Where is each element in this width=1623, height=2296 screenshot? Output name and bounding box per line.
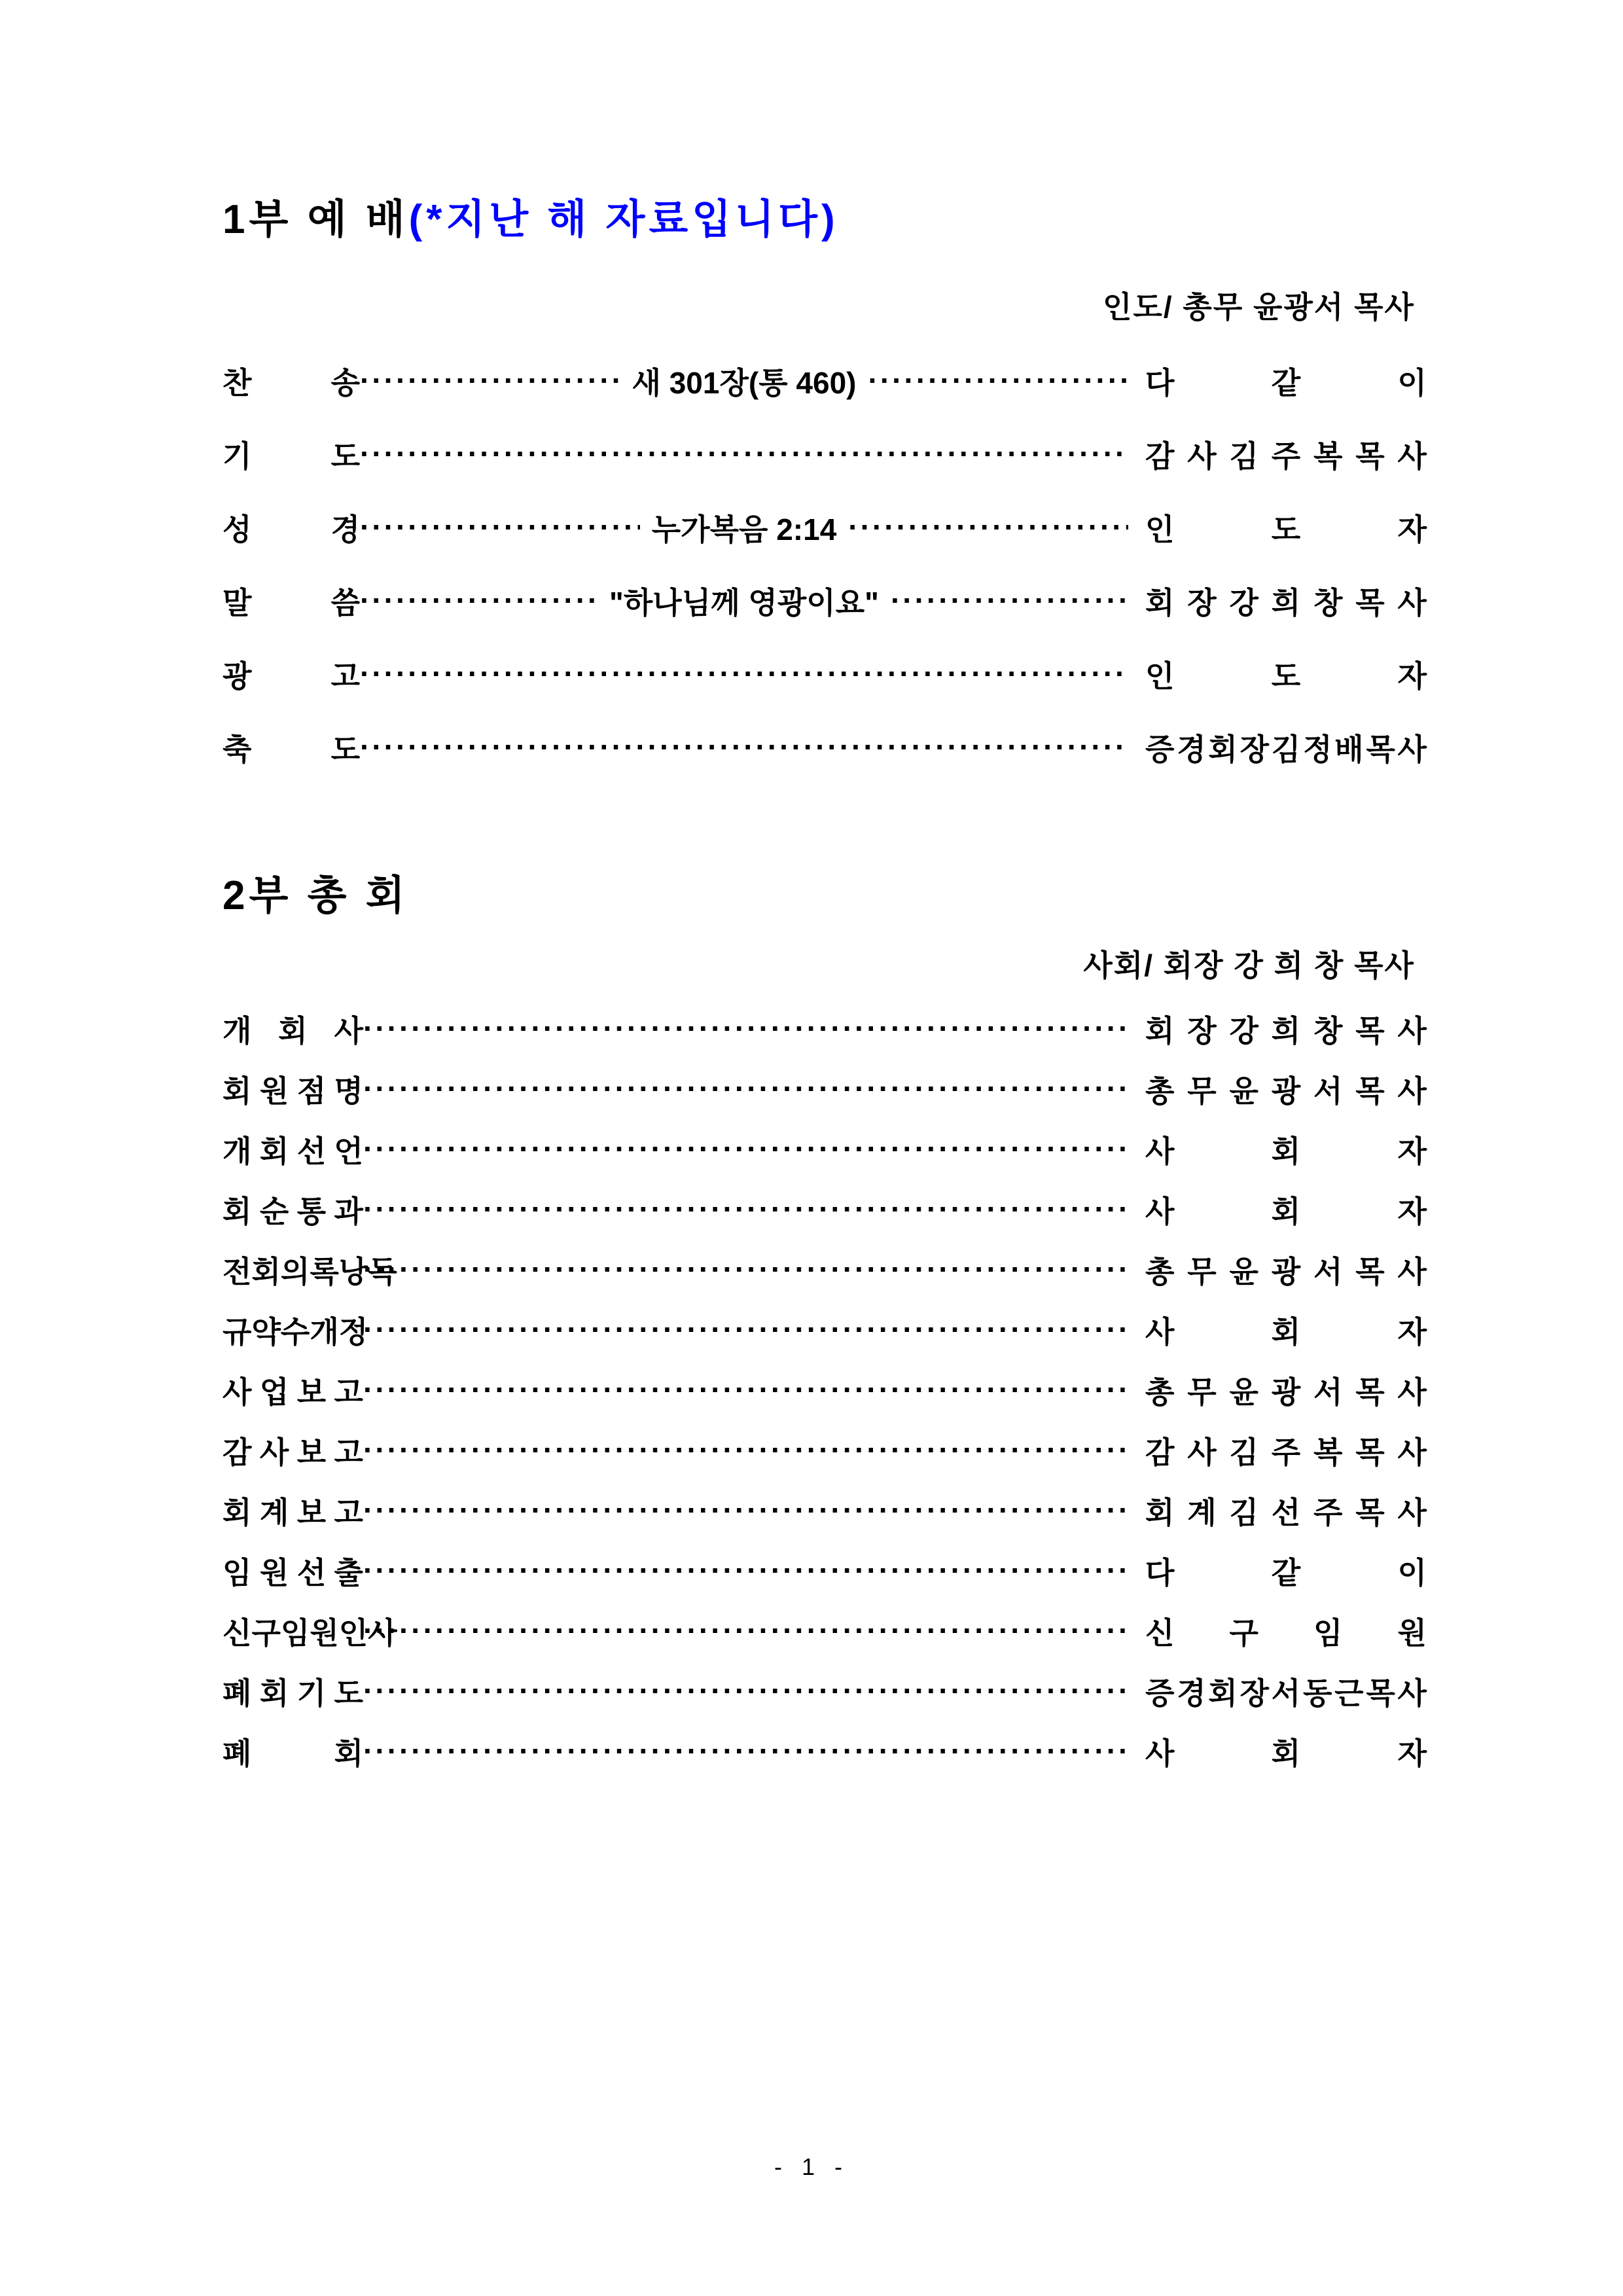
dot-leader	[363, 1191, 1128, 1227]
dot-leader	[363, 1432, 1128, 1467]
program-row-label-char: 개	[223, 1013, 252, 1048]
program-row-label-char: 업	[259, 1374, 289, 1409]
program-row-assignee	[1128, 1067, 1427, 1111]
program-row-label-char: 성	[223, 512, 252, 547]
program-row-label-char: 회	[223, 1194, 252, 1229]
program-row-assignee-char: 사	[1145, 1134, 1175, 1168]
program-row-label	[223, 1609, 397, 1653]
assembly-heading-main: 2부 총 회	[223, 873, 409, 919]
program-row-assignee-char: 인	[1145, 659, 1175, 694]
program-row-assignee-char: 윤	[1229, 1374, 1258, 1409]
program-row-label-char: 의	[280, 1254, 310, 1289]
program-row-assignee-char: 사	[1397, 732, 1427, 767]
program-row-label-char: 선	[296, 1134, 327, 1168]
dot-leader	[360, 509, 640, 545]
program-row-assignee-char: 목	[1355, 1254, 1385, 1289]
program-row-assignee-char: 총	[1145, 1374, 1175, 1409]
program-row-label	[223, 1670, 363, 1713]
program-row-assignee-char: 무	[1187, 1254, 1217, 1289]
program-row-assignee-char: 사	[1397, 1254, 1427, 1289]
program-row-label-char: 점	[296, 1073, 327, 1108]
program-row-assignee-char: 경	[1177, 732, 1206, 767]
spacer	[223, 327, 1427, 359]
worship-heading-note: (*지난 해 자료입니다)	[408, 197, 839, 242]
program-row	[223, 1549, 1427, 1592]
program-row-label-char: 광	[223, 659, 252, 694]
program-row-assignee-char: 장	[1187, 1013, 1217, 1048]
program-row-detail: 새 301장(통 460)	[632, 366, 857, 401]
program-row-assignee-char: 선	[1271, 1495, 1301, 1530]
spacer	[223, 920, 1427, 942]
program-row-assignee-char: 사	[1397, 1374, 1427, 1409]
program-row-assignee-char: 김	[1229, 1495, 1258, 1530]
worship-presider: 인도/ 총무 윤광서 목사	[1102, 290, 1415, 325]
program-row-assignee	[1128, 359, 1427, 403]
program-row-assignee-char: 서	[1313, 1254, 1343, 1289]
program-row-assignee-char: 감	[1145, 1435, 1175, 1469]
dot-leader	[363, 1131, 1128, 1166]
program-row-label-char: 고	[334, 1495, 363, 1530]
program-row-label-char: 회	[223, 1073, 252, 1108]
program-row-label-char: 원	[259, 1555, 289, 1590]
program-row-label-char: 사	[223, 1374, 252, 1409]
program-row-assignee-char: 서	[1313, 1073, 1343, 1108]
program-row-assignee-char: 목	[1355, 1374, 1385, 1409]
program-row-assignee-char: 복	[1313, 439, 1343, 474]
dot-leader	[360, 583, 597, 618]
program-row-assignee-char: 회	[1271, 1134, 1301, 1168]
program-row	[223, 1067, 1427, 1111]
program-row-assignee-char: 경	[1177, 1676, 1206, 1710]
program-row-assignee-char: 자	[1397, 1134, 1427, 1168]
program-row-assignee-char: 목	[1366, 732, 1395, 767]
dot-leader	[363, 1552, 1128, 1588]
program-row-detail: "하나님께 영광이요"	[609, 586, 879, 620]
program-row-assignee-char: 이	[1397, 366, 1427, 401]
program-row-assignee-char: 정	[1302, 732, 1332, 767]
program-row-label-char: 감	[223, 1435, 252, 1469]
program-row-assignee	[1128, 1369, 1427, 1412]
program-row-label	[223, 506, 360, 549]
program-row-assignee-char: 총	[1145, 1254, 1175, 1289]
program-row-label	[223, 1067, 363, 1111]
program-row	[223, 1609, 1427, 1653]
program-row-assignee-char: 총	[1145, 1073, 1175, 1108]
program-row-assignee-char: 같	[1271, 1555, 1301, 1590]
program-row-assignee	[1128, 1670, 1427, 1713]
program-row-assignee	[1128, 1128, 1427, 1171]
program-row-label-char: 고	[330, 659, 360, 694]
spacer	[223, 243, 1427, 283]
program-row-assignee-char: 목	[1355, 1073, 1385, 1108]
program-row	[223, 433, 1427, 476]
dot-leader	[360, 436, 1128, 471]
program-row-label-char: 도	[330, 439, 360, 474]
program-row-assignee-char: 도	[1271, 659, 1301, 694]
program-row-assignee-char: 김	[1271, 732, 1301, 767]
dot-leader	[363, 1673, 1128, 1708]
program-row	[223, 1188, 1427, 1231]
program-row-label-char: 말	[223, 586, 252, 620]
program-row-label-char: 회	[223, 1495, 252, 1530]
program-row-label	[223, 433, 360, 476]
program-row-assignee-char: 광	[1271, 1073, 1301, 1108]
program-row-assignee-char: 자	[1397, 512, 1427, 547]
program-row	[223, 1369, 1427, 1412]
program-row	[223, 1429, 1427, 1472]
program-row-assignee-char: 사	[1187, 439, 1217, 474]
program-row-assignee-char: 희	[1271, 1013, 1301, 1048]
program-row-label-char: 계	[259, 1495, 289, 1530]
program-row-assignee-char: 사	[1145, 1314, 1175, 1349]
program-row-assignee-char: 임	[1313, 1615, 1343, 1650]
program-row-label	[223, 1188, 363, 1231]
program-row-label-char: 임	[280, 1615, 310, 1650]
assembly-section-heading	[223, 872, 1427, 919]
program-row-assignee-char: 회	[1145, 1495, 1175, 1530]
program-row-label-char: 원	[310, 1615, 339, 1650]
program-row-assignee-char: 주	[1313, 1495, 1343, 1530]
program-row-label	[223, 1369, 363, 1412]
program-row	[223, 1128, 1427, 1171]
program-row-label-char: 언	[334, 1134, 363, 1168]
program-row-label-char: 기	[296, 1676, 327, 1710]
dot-leader	[363, 1372, 1128, 1407]
program-row-label	[223, 1007, 363, 1050]
dot-leader	[363, 1613, 1128, 1648]
assembly-section	[223, 872, 1427, 1772]
assembly-presider: 사회/ 회장 강 희 창 목사	[1083, 948, 1415, 982]
program-row-label-char: 폐	[223, 1736, 252, 1770]
program-row-assignee-char: 장	[1240, 1676, 1269, 1710]
program-row-assignee-char: 사	[1397, 1435, 1427, 1469]
program-row-assignee-char: 목	[1355, 1435, 1385, 1469]
program-row-assignee-char: 도	[1271, 512, 1301, 547]
program-row-label-char: 보	[296, 1374, 327, 1409]
program-row-label-char: 보	[296, 1435, 327, 1469]
program-row-label-char: 통	[296, 1194, 327, 1229]
program-row-assignee-char: 인	[1145, 512, 1175, 547]
dot-leader	[363, 1492, 1128, 1528]
program-row-assignee-char: 증	[1145, 732, 1175, 767]
program-row-assignee	[1128, 1730, 1427, 1773]
program-row	[223, 579, 1427, 622]
program-row-label	[223, 1549, 363, 1592]
program-row-label-char: 사	[259, 1435, 289, 1469]
program-row-label-char: 전	[223, 1254, 252, 1289]
program-row-assignee	[1128, 1549, 1427, 1592]
program-row-label-char: 구	[251, 1615, 281, 1650]
program-row-assignee-char: 무	[1187, 1073, 1217, 1108]
program-row-label	[223, 726, 360, 769]
program-row	[223, 359, 1427, 403]
program-row-assignee-char: 배	[1334, 732, 1364, 767]
program-row-assignee-char: 자	[1397, 1314, 1427, 1349]
program-row-assignee-char: 윤	[1229, 1073, 1258, 1108]
program-row-label-char: 회	[259, 1134, 289, 1168]
program-row-assignee	[1128, 1429, 1427, 1472]
program-row-assignee-char: 장	[1187, 586, 1217, 620]
program-row	[223, 506, 1427, 549]
program-row-assignee-char: 사	[1145, 1736, 1175, 1770]
program-row-label	[223, 359, 360, 403]
worship-program-list	[223, 359, 1427, 769]
program-row	[223, 1248, 1427, 1291]
dot-leader	[360, 656, 1128, 691]
worship-heading-main: 1부 예 배	[223, 197, 409, 242]
program-row-assignee	[1128, 579, 1427, 622]
program-row-assignee-char: 사	[1397, 439, 1427, 474]
program-row-label-char: 도	[334, 1676, 363, 1710]
dot-leader	[363, 1733, 1128, 1768]
dot-leader	[363, 1312, 1128, 1347]
program-row-label-char: 회	[334, 1736, 363, 1770]
dot-leader	[363, 1071, 1128, 1106]
program-row	[223, 726, 1427, 769]
program-row	[223, 1489, 1427, 1532]
program-row-label	[223, 1248, 397, 1291]
program-row-assignee-char: 창	[1313, 586, 1343, 620]
program-row-label-char: 수	[280, 1314, 310, 1349]
program-row-label-char: 경	[330, 512, 360, 547]
program-row-assignee-char: 목	[1355, 1495, 1385, 1530]
program-row-assignee-char: 목	[1355, 586, 1385, 620]
program-row-label-char: 폐	[223, 1676, 252, 1710]
program-row-assignee-char: 신	[1145, 1615, 1175, 1650]
program-row-assignee-char: 회	[1145, 1013, 1175, 1048]
program-row	[223, 1670, 1427, 1713]
program-row-assignee-char: 원	[1397, 1615, 1427, 1650]
program-row-label-char: 명	[334, 1073, 363, 1108]
program-row-label-char: 회	[259, 1676, 289, 1710]
program-row-assignee-char: 회	[1208, 1676, 1238, 1710]
program-row-assignee-char: 서	[1313, 1374, 1343, 1409]
program-row-assignee-char: 증	[1145, 1676, 1175, 1710]
program-row-label-char: 정	[338, 1314, 368, 1349]
program-row-assignee	[1128, 433, 1427, 476]
program-row-assignee-char: 회	[1145, 586, 1175, 620]
program-row-assignee-char: 사	[1397, 1013, 1427, 1048]
program-row	[223, 653, 1427, 696]
program-row-assignee-char: 회	[1208, 732, 1238, 767]
program-row-assignee	[1128, 1248, 1427, 1291]
program-row-assignee-char: 회	[1271, 1194, 1301, 1229]
worship-section-heading	[223, 196, 1427, 243]
program-row-label-char: 회	[251, 1254, 281, 1289]
program-row-assignee-char: 희	[1271, 586, 1301, 620]
program-row-assignee	[1128, 726, 1427, 769]
program-row-label-char: 보	[296, 1495, 327, 1530]
program-row-assignee-char: 사	[1145, 1194, 1175, 1229]
dot-leader	[868, 363, 1128, 398]
program-row-assignee-char: 강	[1229, 1013, 1258, 1048]
spacer	[223, 799, 1427, 872]
program-row-assignee-char: 감	[1145, 439, 1175, 474]
program-row-assignee-char: 다	[1145, 1555, 1175, 1590]
program-row-label	[223, 653, 360, 696]
program-row-assignee-char: 강	[1229, 586, 1258, 620]
program-row-label-char: 낭	[338, 1254, 368, 1289]
program-row-label-char: 신	[223, 1615, 252, 1650]
program-row-assignee-char: 구	[1229, 1615, 1258, 1650]
program-row-assignee-char: 이	[1397, 1555, 1427, 1590]
dot-leader	[363, 1251, 1128, 1287]
program-row-assignee-char: 같	[1271, 366, 1301, 401]
program-row-label-char: 씀	[330, 586, 360, 620]
program-row-label-char: 기	[223, 439, 252, 474]
program-row-assignee-char: 윤	[1229, 1254, 1258, 1289]
program-row-assignee	[1128, 1308, 1427, 1352]
assembly-program-list	[223, 1007, 1427, 1773]
program-row-label-char: 개	[223, 1134, 252, 1168]
program-row-label-char: 사	[334, 1013, 363, 1048]
program-row-label-char: 록	[310, 1254, 339, 1289]
page-number-footer: - 1 -	[774, 2153, 849, 2180]
program-row-assignee-char: 근	[1334, 1676, 1364, 1710]
program-row-assignee-char: 광	[1271, 1254, 1301, 1289]
program-row-assignee-char: 장	[1240, 732, 1269, 767]
program-row-assignee	[1128, 653, 1427, 696]
program-row-assignee	[1128, 1188, 1427, 1231]
program-row	[223, 1730, 1427, 1773]
program-row-assignee-char: 자	[1397, 1736, 1427, 1770]
program-row-label	[223, 1730, 363, 1773]
program-row-label-char: 고	[334, 1435, 363, 1469]
program-row-assignee-char: 복	[1313, 1435, 1343, 1469]
program-row-label-char: 원	[259, 1073, 289, 1108]
program-row-label-char: 과	[334, 1194, 363, 1229]
program-row-assignee	[1128, 1609, 1427, 1653]
program-row-assignee-char: 자	[1397, 1194, 1427, 1229]
program-row-label	[223, 1128, 363, 1171]
program-row-label	[223, 1429, 363, 1472]
program-row-assignee-char: 김	[1229, 1435, 1258, 1469]
program-row-label-char: 사	[368, 1615, 397, 1650]
program-row-label-char: 인	[338, 1615, 368, 1650]
program-row-assignee-char: 목	[1355, 439, 1385, 474]
program-row-label-char: 규	[223, 1314, 252, 1349]
program-row-label	[223, 1489, 363, 1532]
program-row-label-char: 찬	[223, 366, 252, 401]
program-row-assignee-char: 창	[1313, 1013, 1343, 1048]
program-row-assignee-char: 서	[1271, 1676, 1301, 1710]
program-row-label-char: 약	[251, 1314, 281, 1349]
program-row-assignee-char: 회	[1271, 1314, 1301, 1349]
dot-leader	[363, 1011, 1128, 1046]
program-row-assignee-char: 주	[1271, 439, 1301, 474]
dot-leader	[360, 729, 1128, 764]
dot-leader	[891, 583, 1128, 618]
program-row-label-char: 출	[334, 1555, 363, 1590]
program-row-label-char: 고	[334, 1374, 363, 1409]
program-row-assignee-char: 계	[1187, 1495, 1217, 1530]
program-row-assignee	[1128, 1489, 1427, 1532]
program-row-label-char: 순	[259, 1194, 289, 1229]
spacer	[223, 985, 1427, 1007]
program-row-assignee-char: 회	[1271, 1736, 1301, 1770]
program-row	[223, 1007, 1427, 1050]
program-row-label-char: 회	[278, 1013, 308, 1048]
program-row-assignee-char: 목	[1366, 1676, 1395, 1710]
program-row	[223, 1308, 1427, 1352]
program-row-assignee-char: 사	[1187, 1435, 1217, 1469]
program-row-assignee	[1128, 1007, 1427, 1050]
dot-leader	[360, 363, 620, 398]
program-row-assignee-char: 사	[1397, 1676, 1427, 1710]
program-row-assignee-char: 사	[1397, 1495, 1427, 1530]
program-row-assignee-char: 광	[1271, 1374, 1301, 1409]
program-row-label	[223, 1308, 368, 1352]
program-row-assignee	[1128, 506, 1427, 549]
program-row-assignee-char: 주	[1271, 1435, 1301, 1469]
program-row-assignee-char: 무	[1187, 1374, 1217, 1409]
program-row-label-char: 임	[223, 1555, 252, 1590]
program-row-assignee-char: 목	[1355, 1013, 1385, 1048]
program-row-assignee-char: 사	[1397, 1073, 1427, 1108]
program-row-label	[223, 579, 360, 622]
dot-leader	[848, 509, 1128, 545]
program-row-label-char: 선	[296, 1555, 327, 1590]
program-row-label-char: 도	[330, 732, 360, 767]
program-row-assignee-char: 다	[1145, 366, 1175, 401]
worship-section	[223, 196, 1427, 769]
program-row-label-char: 송	[330, 366, 360, 401]
program-row-assignee-char: 사	[1397, 586, 1427, 620]
program-row-assignee-char: 자	[1397, 659, 1427, 694]
program-row-label-char: 축	[223, 732, 252, 767]
program-row-label-char: 독	[368, 1254, 397, 1289]
program-row-assignee-char: 김	[1229, 439, 1258, 474]
program-row-assignee-char: 동	[1302, 1676, 1332, 1710]
program-row-label-char: 개	[310, 1314, 339, 1349]
program-row-detail: 누가복음 2:14	[651, 512, 837, 547]
